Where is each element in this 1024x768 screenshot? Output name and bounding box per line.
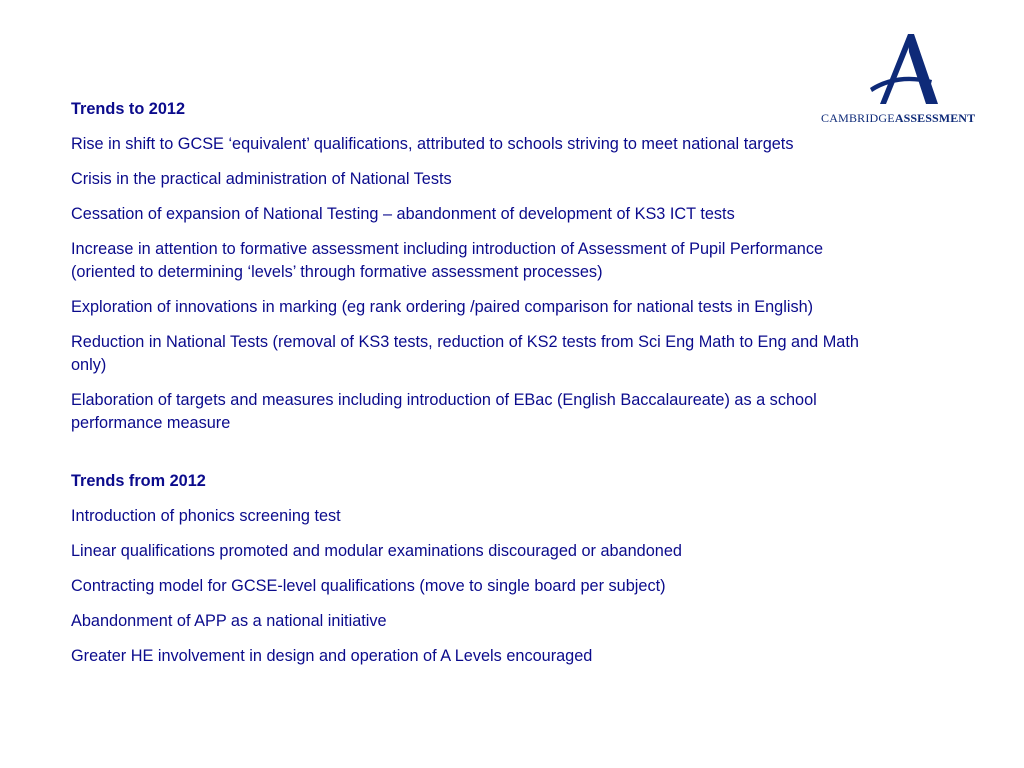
- list-item: Crisis in the practical administration of National Tests: [71, 170, 452, 188]
- logo-word-assessment: ASSESSMENT: [894, 111, 976, 125]
- list-item: Increase in attention to formative assessment including introduction of Assessment of Pupil Performance (oriented to determining ‘levels’ through formative assessment processes): [71, 240, 824, 281]
- list-item: Reduction in National Tests (removal of KS3 tests, reduction of KS2 tests from Sci Eng Math to Eng and Math only): [71, 333, 859, 374]
- list-item: Elaboration of targets and measures including introduction of EBac (English Baccalaureate) as a school performance measure: [71, 391, 817, 432]
- slide-content: [71, 98, 891, 680]
- list-item: Greater HE involvement in design and operation of A Levels encouraged: [71, 647, 593, 665]
- list-item: Introduction of phonics screening test: [71, 507, 341, 525]
- section-trends-to-2012: [71, 98, 891, 435]
- list-item: Contracting model for GCSE-level qualifications (move to single board per subject): [71, 577, 666, 595]
- list-item: Exploration of innovations in marking (eg rank ordering /paired comparison for national tests in English): [71, 298, 814, 316]
- section-trends-from-2012: [71, 470, 891, 668]
- list-item: Linear qualifications promoted and modular examinations discouraged or abandoned: [71, 542, 682, 560]
- list-item: Abandonment of APP as a national initiative: [71, 612, 387, 630]
- section-heading: Trends to 2012: [71, 100, 186, 118]
- list-item: Cessation of expansion of National Testing – abandonment of development of KS3 ICT tests: [71, 205, 735, 223]
- logo-word-cambridge: CAMBRIDGE: [821, 111, 895, 125]
- list-item: Rise in shift to GCSE ‘equivalent’ qualifications, attributed to schools striving to meet national targets: [71, 135, 794, 153]
- section-heading: Trends from 2012: [71, 472, 206, 490]
- cambridge-assessment-a-logo-icon: [856, 32, 946, 108]
